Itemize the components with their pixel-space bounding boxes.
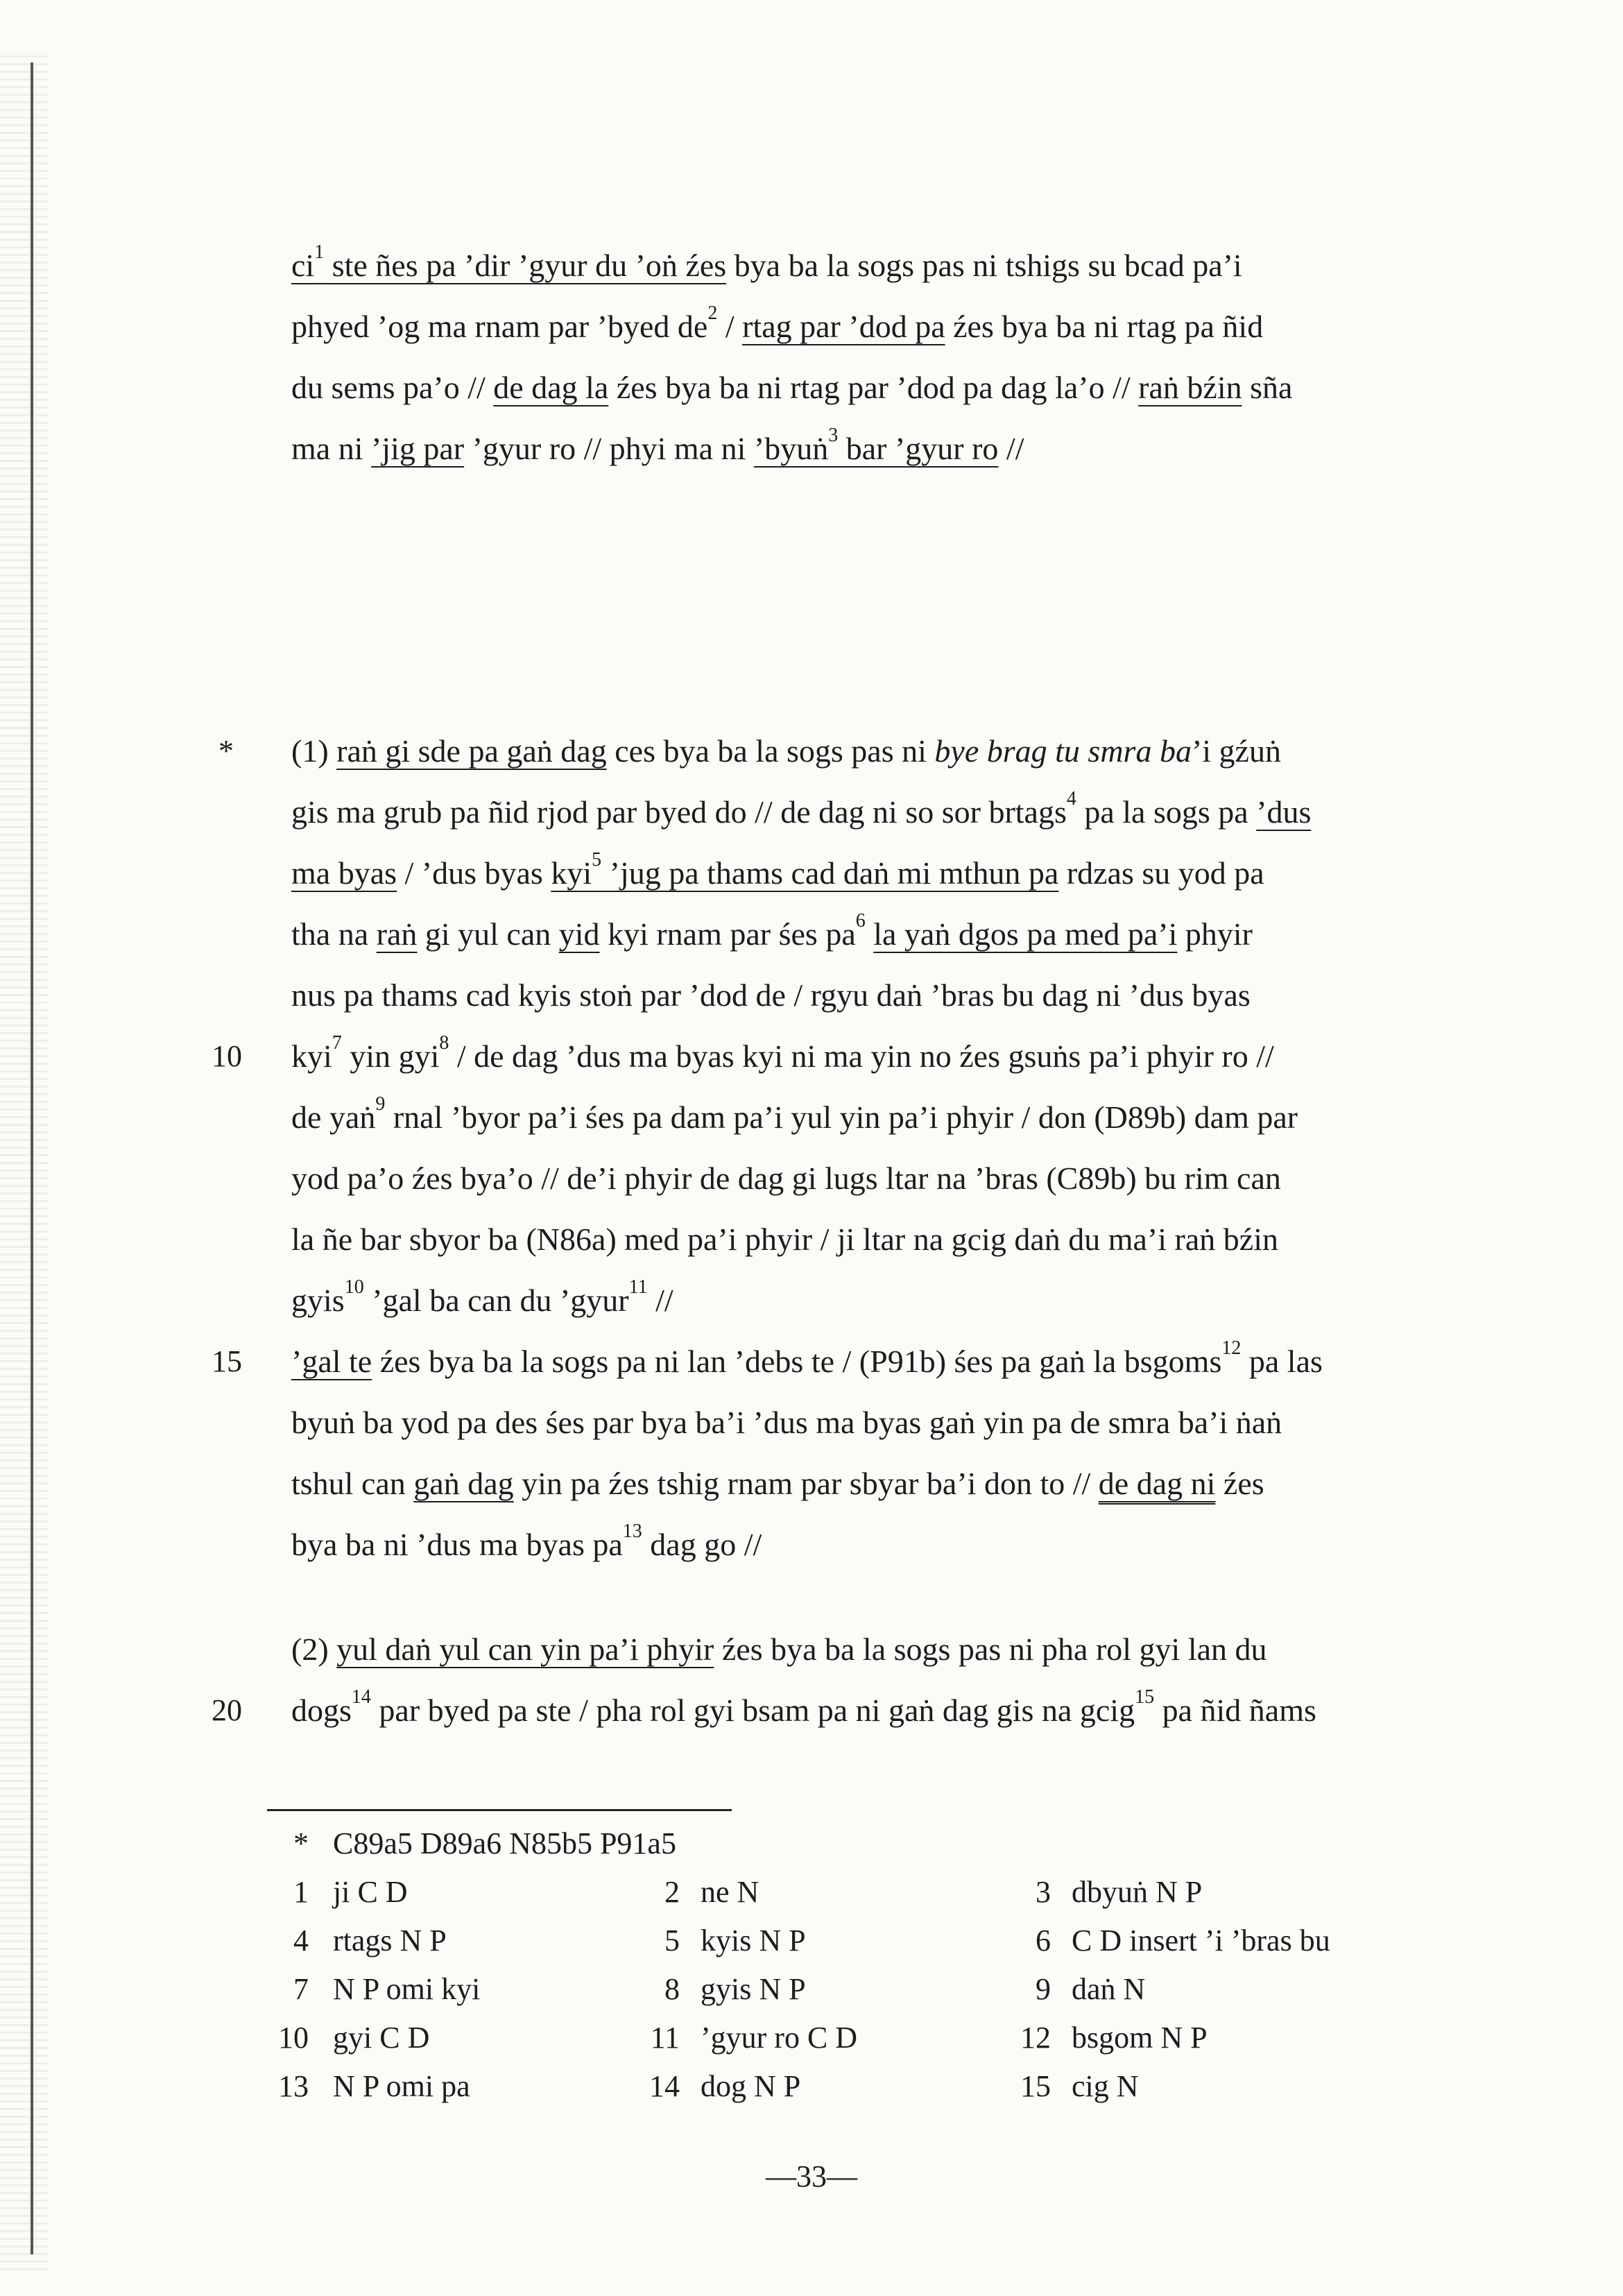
text-segment: źes bya ba ni rtag par ’dod pa dag la’o //	[608, 370, 1139, 405]
underlined-phrase: ma byas	[291, 855, 397, 891]
text-segment: phyir	[1177, 916, 1253, 952]
text-segment: dag go //	[642, 1527, 762, 1562]
footnote-divider	[267, 1809, 732, 1811]
text-segment: (1)	[291, 733, 337, 769]
section-asterisk: *	[218, 734, 234, 768]
underlined-phrase: raṅ bźin	[1138, 370, 1242, 405]
text-segment: ’i gźuṅ	[1191, 733, 1281, 769]
footnote-number: 6	[1036, 1924, 1051, 1957]
text-segment: ’gyur$^{11}$	[559, 1276, 648, 1318]
underlined-phrase: bar ’gyur ro	[838, 431, 999, 466]
footnote-text: daṅ N	[1072, 1972, 1146, 2006]
line-number: 15	[212, 1344, 242, 1378]
footnote-text: N P omi kyi	[333, 1972, 481, 2006]
text-segment: bye brag tu smra ba	[934, 733, 1192, 769]
text-segment: bsgoms$^{12}$	[1124, 1337, 1242, 1379]
text-segment: $pa^{13}$	[592, 1520, 642, 1562]
text-line	[291, 425, 1477, 468]
footnote-marker: 6	[855, 910, 866, 932]
footnote-number: 4	[293, 1924, 309, 1957]
text-segment: la ñe bar sbyor ba (N86a) med pa’i phyir / ji ltar na gcig daṅ du ma’i raṅ bźin	[291, 1222, 1278, 1257]
footnote-text: dbyuṅ N P	[1072, 1875, 1203, 1909]
text-line	[291, 1630, 1477, 1669]
underlined-phrase: $ci^1$	[291, 241, 325, 283]
footnote-number: 7	[293, 1972, 309, 2006]
text-segment: kyi$^7$	[291, 1032, 342, 1074]
footnote-text: ji C D	[333, 1875, 408, 1909]
footnote-marker: 12	[1221, 1337, 1242, 1359]
footnote-text: gyis N P	[701, 1972, 806, 2006]
footnote-text: ’gyur ro C D	[701, 2021, 858, 2055]
footnote-marker: 11	[628, 1276, 648, 1298]
text-segment: /	[717, 309, 743, 344]
text-line	[291, 1032, 1477, 1076]
underlined-phrase: ’gal te	[291, 1344, 372, 1379]
underlined-phrase: ’byuṅ$^3$	[753, 425, 839, 466]
text-segment: //	[647, 1283, 673, 1318]
footnote-marker: 14	[351, 1686, 371, 1708]
text-segment: nus pa thams cad kyis stoṅ par ’dod de / rgyu daṅ ’bras bu dag ni ’dus byas	[291, 977, 1251, 1013]
text-segment: (2)	[291, 1631, 337, 1667]
text-line	[291, 1093, 1477, 1137]
text-segment: rnal ’byor pa’i śes pa dam pa’i yul yin pa’i phyir / don (D89b) dam par	[385, 1099, 1298, 1135]
underlined-phrase: ste ñes pa ’dir ’gyur du ’oṅ źes	[324, 248, 727, 283]
text-line	[291, 302, 1477, 346]
text-segment: bya ba ni ’dus ma byas	[291, 1527, 593, 1562]
underlined-phrase: ’jug pa thams cad daṅ mi mthun pa	[601, 855, 1059, 891]
underlined-phrase: ’jig par	[370, 431, 465, 466]
underlined-phrase: yid	[558, 916, 600, 952]
footnote-number: 10	[278, 2021, 309, 2055]
text-segment: //	[998, 431, 1024, 466]
text-line	[291, 241, 1477, 285]
text-line	[291, 788, 1477, 832]
footnote-marker: 9	[375, 1093, 386, 1115]
underlined-phrase: rtag par ’dod pa	[742, 309, 945, 344]
text-segment: / ’dus byas	[397, 855, 551, 891]
text-segment: pa ñid ñams	[1154, 1693, 1316, 1728]
text-segment: gi yul can	[417, 916, 559, 952]
footnote-number: 13	[278, 2069, 309, 2103]
footnote-marker: 2	[707, 302, 718, 324]
footnote-marker: 4	[1066, 788, 1076, 809]
underlined-phrase: kyi$^5$	[551, 849, 602, 891]
text-segment: rdzas su yod pa	[1058, 855, 1264, 891]
text-segment: de	[291, 1099, 329, 1135]
text-segment: yin pa źes tshig rnam par sbyar ba’i don to //	[513, 1466, 1099, 1501]
footnote-text: cig N	[1072, 2069, 1139, 2103]
text-segment: dogs$^{14}$	[291, 1686, 371, 1728]
footnote-marker: 5	[592, 849, 602, 871]
text-line	[291, 1220, 1477, 1259]
text-segment: źes	[1215, 1466, 1264, 1501]
text-line	[291, 849, 1477, 893]
text-segment: pa la sogs pa	[1076, 794, 1257, 830]
text-line	[291, 1464, 1477, 1503]
text-segment: yod pa’o źes bya’o // de’i phyir de dag gi lugs ltar na ’bras (C89b) bu rim can	[291, 1160, 1281, 1196]
text-segment: tshul can	[291, 1466, 414, 1501]
footnote-number: 1	[293, 1875, 309, 1909]
text-segment: gis ma grub pa ñid rjod par byed do // de dag ni so sor brtags$^4$	[291, 788, 1076, 830]
text-segment: sña	[1242, 370, 1293, 405]
text-segment: ma ni	[291, 431, 371, 466]
footnote-text: dog N P	[701, 2069, 801, 2103]
text-segment: yin	[341, 1038, 399, 1074]
footnote-number: 11	[650, 2021, 680, 2055]
footnote-source-text: C89a5 D89a6 N85b5 P91a5	[333, 1826, 676, 1860]
text-segment: pa las	[1241, 1344, 1323, 1379]
scan-margin-rule	[31, 62, 33, 2254]
footnote-marker: 7	[332, 1032, 342, 1054]
footnote-number: 8	[664, 1972, 680, 2006]
footnote-text: N P omi pa	[333, 2069, 470, 2103]
footnote-star: *	[293, 1826, 309, 1860]
text-segment: / de dag ’dus ma byas kyi ni ma yin no źes gsuṅs pa’i phyir ro //	[449, 1038, 1274, 1074]
footnote-number: 9	[1036, 1972, 1051, 2006]
footnote-text: bsgom N P	[1072, 2021, 1208, 2055]
footnote-text: ne N	[701, 1875, 759, 1909]
text-segment: gyis$^{10}$	[291, 1276, 364, 1318]
underlined-phrase: la yaṅ dgos pa med pa’i	[873, 916, 1178, 952]
text-segment: źes bya ba la sogs pas ni pha rol gyi lan du	[714, 1631, 1267, 1667]
text-segment: du sems pa’o //	[291, 370, 494, 405]
text-line	[291, 976, 1477, 1015]
text-segment: źes bya ba la sogs pa ni lan ’debs te / (P91b) śes pa gaṅ la	[372, 1344, 1124, 1379]
footnote-marker: 3	[828, 425, 839, 446]
underlined-phrase: de dag la	[493, 370, 609, 405]
footnote-number: 14	[649, 2069, 680, 2103]
footnote-text: kyis N P	[701, 1924, 806, 1957]
text-line	[291, 1403, 1477, 1442]
text-segment: źes bya ba ni rtag pa ñid	[945, 309, 1264, 344]
text-segment: phyed ’og ma rnam par ’byed $de^2$	[291, 302, 718, 344]
text-segment: par byed pa ste / pha rol gyi bsam pa ni gaṅ dag gis na	[370, 1693, 1080, 1728]
text-line	[291, 368, 1477, 407]
footnote-number: 12	[1020, 2021, 1051, 2055]
footnote-marker: 15	[1135, 1686, 1155, 1708]
text-segment: ces bya ba la sogs pas ni	[606, 733, 935, 769]
text-line	[291, 1520, 1477, 1564]
text-segment: kyi rnam par śes $pa^6$	[599, 910, 866, 952]
footnote-number: 2	[664, 1875, 680, 1909]
text-segment: gyi$^8$	[398, 1032, 449, 1074]
underlined-phrase: raṅ gi sde pa gaṅ dag	[336, 733, 607, 769]
text-line	[291, 732, 1477, 771]
underlined-phrase: de dag ni	[1098, 1466, 1216, 1501]
line-number: 10	[212, 1039, 242, 1073]
text-segment: ’gyur ro // phyi ma ni	[464, 431, 754, 466]
text-segment: yaṅ$^9$	[329, 1093, 386, 1135]
text-segment: bya ba la sogs pas ni tshigs su bcad pa’i	[726, 248, 1242, 283]
footnote-marker: 8	[439, 1032, 449, 1054]
footnote-text: gyi C D	[333, 2021, 430, 2055]
text-segment: tha na	[291, 916, 377, 952]
text-line	[291, 1159, 1477, 1198]
underlined-phrase: gaṅ dag	[413, 1466, 514, 1501]
page-number: —33—	[766, 2159, 857, 2193]
underlined-phrase: yul daṅ yul can yin pa’i phyir	[336, 1631, 714, 1667]
text-line	[291, 1276, 1477, 1320]
footnote-marker: 1	[314, 241, 325, 263]
footnote-text: rtags N P	[333, 1924, 447, 1957]
footnote-marker: 10	[344, 1276, 364, 1298]
underlined-phrase: ’dus	[1256, 794, 1312, 830]
text-segment: byuṅ ba yod pa des śes par bya ba’i ’dus ma byas gaṅ yin pa de smra ba’i ṅaṅ	[291, 1405, 1282, 1440]
footnote-text: C D insert ’i ’bras bu	[1072, 1924, 1330, 1957]
footnote-marker: 13	[622, 1520, 642, 1542]
line-number: 20	[212, 1693, 242, 1727]
text-segment	[866, 916, 874, 952]
text-line	[291, 1686, 1477, 1730]
footnote-number: 5	[664, 1924, 680, 1957]
text-segment: ’gal ba can du	[363, 1283, 560, 1318]
text-line	[291, 1337, 1477, 1381]
text-segment: gcig$^{15}$	[1079, 1686, 1155, 1728]
footnote-number: 15	[1020, 2069, 1051, 2103]
scan-binding-edge	[0, 55, 49, 2275]
text-line	[291, 910, 1477, 954]
underlined-phrase: raṅ	[376, 916, 418, 952]
footnote-number: 3	[1036, 1875, 1051, 1909]
